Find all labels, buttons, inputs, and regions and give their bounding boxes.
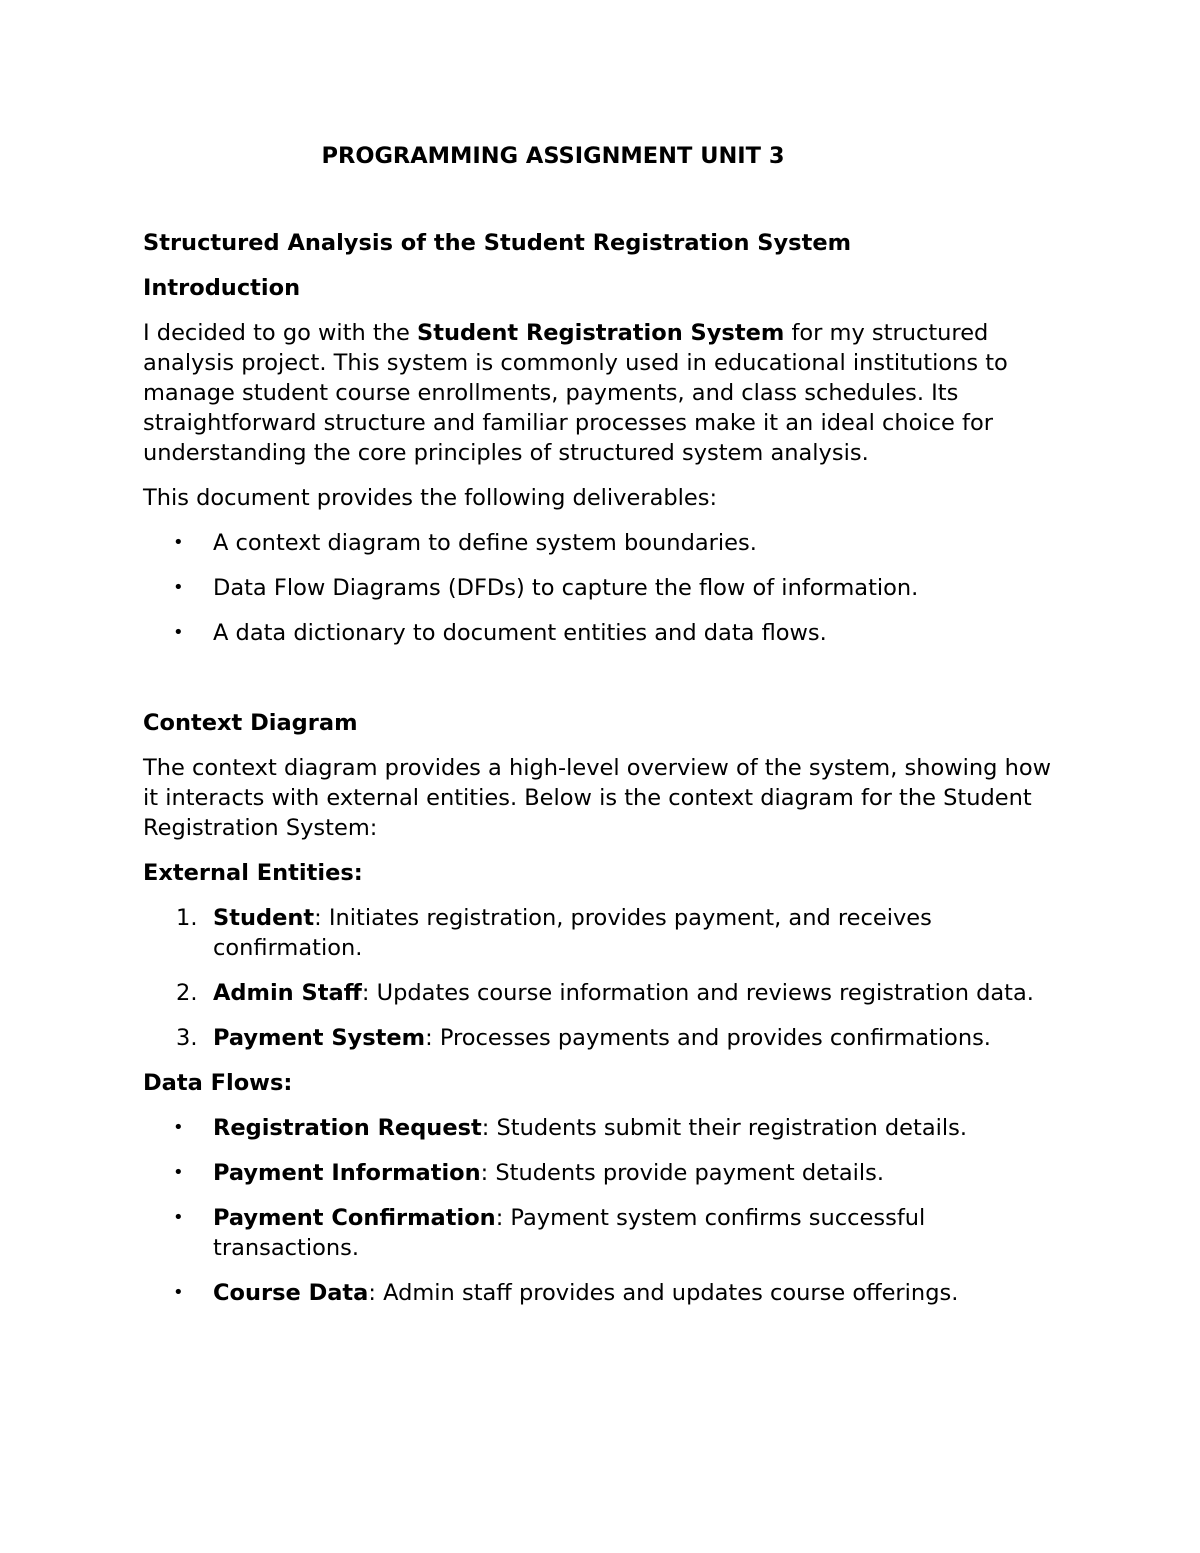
list-item: [143, 618, 1063, 648]
list-item: [143, 528, 1063, 558]
flow-description: : Students submit their registration details.: [481, 1115, 967, 1141]
bullet-icon: •: [173, 577, 184, 598]
bullet-icon: •: [173, 1282, 184, 1303]
section-spacer: [143, 663, 1063, 708]
entity-description: : Initiates registration, provides payment, and receives confirmation.: [213, 905, 932, 961]
document-subtitle: Structured Analysis of the Student Registration System: [143, 230, 852, 256]
list-item: [143, 903, 1063, 963]
flow-name: Payment Confirmation: [213, 1205, 496, 1231]
bullet-icon: •: [173, 1207, 184, 1228]
intro-text-before: I decided to go with the: [143, 320, 417, 346]
entity-name: Admin Staff: [213, 980, 362, 1006]
deliverable-text: Data Flow Diagrams (DFDs) to capture the flow of information.: [213, 575, 919, 601]
list-item: [143, 978, 1063, 1008]
introduction-paragraph: [143, 318, 1063, 468]
flow-name: Course Data: [213, 1280, 369, 1306]
list-number: 3.: [176, 1025, 198, 1051]
list-item: [143, 1278, 1063, 1308]
bullet-icon: •: [173, 1117, 184, 1138]
entity-name: Student: [213, 905, 315, 931]
entity-description: : Updates course information and reviews registration data.: [361, 980, 1034, 1006]
data-flows-list: [143, 1113, 1063, 1308]
list-item: [143, 573, 1063, 603]
bullet-icon: •: [173, 622, 184, 643]
intro-text-bold: Student Registration System: [417, 320, 785, 346]
data-flows-heading: Data Flows:: [143, 1070, 293, 1096]
external-entities-list: [143, 903, 1063, 1053]
flow-name: Payment Information: [213, 1160, 481, 1186]
context-diagram-heading: Context Diagram: [143, 710, 358, 736]
introduction-heading: Introduction: [143, 275, 301, 301]
entity-name: Payment System: [213, 1025, 426, 1051]
document-content: [143, 141, 1063, 1323]
intro-text-after: for my structured analysis project. This system is commonly used in educational institutions to manage student course enrollments, payments, and class schedules. Its straightforward structure and familiar processes make it an ideal choice for understanding the core principles of structured system analysis.: [143, 320, 1008, 466]
deliverable-text: A data dictionary to document entities and data flows.: [213, 620, 827, 646]
deliverables-list: [143, 528, 1063, 648]
list-number: 1.: [176, 905, 198, 931]
list-item: [143, 1113, 1063, 1143]
deliverable-text: A context diagram to define system boundaries.: [213, 530, 757, 556]
deliverables-intro: This document provides the following deliverables:: [143, 485, 718, 511]
flow-name: Registration Request: [213, 1115, 482, 1141]
list-item: [143, 1158, 1063, 1188]
list-item: [143, 1023, 1063, 1053]
list-number: 2.: [176, 980, 198, 1006]
flow-description: : Students provide payment details.: [480, 1160, 884, 1186]
bullet-icon: •: [173, 1162, 184, 1183]
context-diagram-paragraph: The context diagram provides a high-level overview of the system, showing how it interacts with external entities. Below is the context diagram for the Student Registration System:: [143, 755, 1052, 841]
external-entities-heading: External Entities:: [143, 860, 363, 886]
document-title: PROGRAMMING ASSIGNMENT UNIT 3: [321, 143, 785, 169]
flow-description: : Payment system confirms successful transactions.: [213, 1205, 926, 1261]
list-item: [143, 1203, 1063, 1263]
bullet-icon: •: [173, 532, 184, 553]
flow-description: : Admin staff provides and updates course offerings.: [368, 1280, 959, 1306]
entity-description: : Processes payments and provides confirmations.: [425, 1025, 991, 1051]
